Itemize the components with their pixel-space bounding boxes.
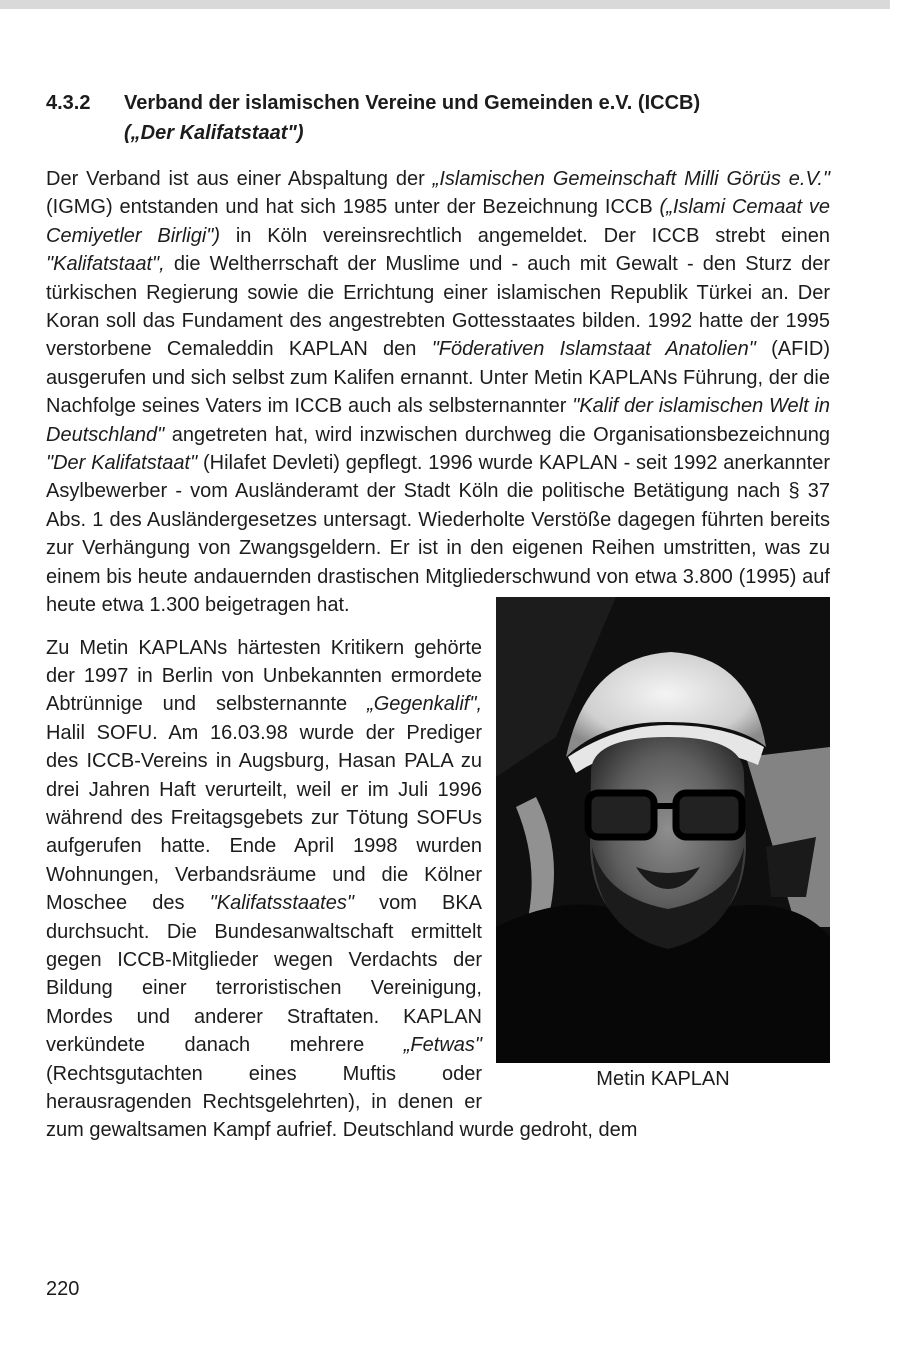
paragraph-1-kalifatstaat: "Kalifatstaat",: [46, 253, 165, 276]
paragraph-1-text-8: (AFID) ausgerufen und sich selbst zum Kalifen ernannt. Unter Metin KAPLANs Führung, der die Nachfolge seines Vaters im ICCB auch als selbsternannter: [46, 338, 831, 418]
paragraph-1-igmg: „Islamischen Gemeinschaft Milli Görüs e.V.": [432, 168, 830, 190]
paragraph-1-lead: Der Verband ist aus einer Abspaltung der: [46, 168, 433, 190]
paragraph-2-text-2: Halil SOFU. Am 16.03.98 wurde der Prediger des ICCB-Vereins in Augsburg, Hasan PALA zu drei Jahren Haft verurteilt, weil er im Juli 1996 während des Freitagsgebets zur Tötung SOFUs aufgerufen hatte. Ende April 1998 wurden Wohnungen, Verbandsräume und die Kölner Moschee des: [46, 721, 482, 915]
article-body: [46, 165, 830, 1145]
paragraph-1-text-2: (IGMG) entstanden und hat sich 1985 unter der Bezeichnung ICCB: [46, 196, 660, 219]
paragraph-2-fetwas: „Fetwas": [403, 1034, 482, 1057]
paragraph-2-text-4: vom BKA durchsucht. Die Bundesanwaltschaft ermittelt gegen ICCB-Mitglieder wegen Verdachts der Bildung einer terroristischen Vereinigung, Mordes und anderer Straftaten. KAPLAN verkündete danach mehrere: [46, 892, 482, 1057]
paragraph-1-text-12: (Hilafet Devleti) gepflegt. 1996 wurde KAPLAN - seit 1992 anerkannter Asylbewerber - vom Ausländeramt der Stadt Köln die politische Betätigung nach § 37 Abs. 1 des Ausländergesetzes untersagt. Wiederholte Verstöße dagegen führten bereits zur Verhängung von Zwangsgeldern. Er ist in den eigenen Reihen umstritten, was zu einem bis heute andauernden drastischen Mitgliederschwund von etwa 3.800 (1995) auf heute etwa 1.300 beigetragen hat.: [46, 452, 831, 617]
paragraph-1-text-10: angetreten hat, wird inzwischen durchweg die Organisationsbezeichnung: [164, 423, 830, 446]
paragraph-1-org-name: "Der Kalifatstaat": [46, 452, 198, 475]
paragraph-1-text-6: die Weltherrschaft der Muslime und - auch mit Gewalt - den Sturz der türkischen Regierung sowie die Errichtung einer islamischen Republik Türkei an. Der Koran soll das Fundament des angestrebten Gottesstaates bilden. 1992 hatte der 1995 verstorbene Cemaleddin KAPLAN den: [46, 253, 830, 361]
portrait-photo: [496, 597, 830, 1063]
top-rule: [0, 0, 890, 9]
section-title: Verband der islamischen Vereine und Gemeinden e.V. (ICCB): [124, 92, 701, 114]
paragraph-2-text-6: (Rechtsgutachten eines Muftis oder herausragenden Rechtsgelehrten), in denen er zum gewaltsamen Kampf aufrief. Deutschland wurde gedroht, dem: [46, 1062, 638, 1142]
section-subtitle: („Der Kalifatstaat"): [124, 122, 304, 144]
paragraph-1-text-4: in Köln vereinsrechtlich angemeldet. Der ICCB strebt einen: [220, 224, 830, 247]
portrait-illustration: [496, 597, 830, 1063]
page-number: 220: [46, 1278, 80, 1300]
section-number: 4.3.2: [46, 92, 91, 114]
paragraph-1-afid: "Föderativen Islamstaat Anatolien": [431, 338, 756, 361]
paragraph-2-gegenkalif: „Gegenkalif",: [367, 693, 482, 716]
photo-figure: [496, 597, 830, 1095]
paragraph-2-lead: Zu Metin KAPLANs härtesten Kritikern gehörte der 1997 in Berlin von Unbekannten ermordete Abtrünnige und selbsternannte: [46, 636, 482, 716]
section-heading: [46, 88, 846, 148]
paragraph-1-kalif-title: "Kalif der islamischen Welt in Deutschland": [46, 395, 831, 446]
photo-caption: Metin KAPLAN: [596, 1068, 730, 1091]
paragraph-1-iccb-name: („Islami Cemaat ve Cemiyetler Birligi"): [46, 196, 830, 247]
paragraph-2-kalifatsstaates: "Kalifatsstaates": [209, 892, 354, 915]
